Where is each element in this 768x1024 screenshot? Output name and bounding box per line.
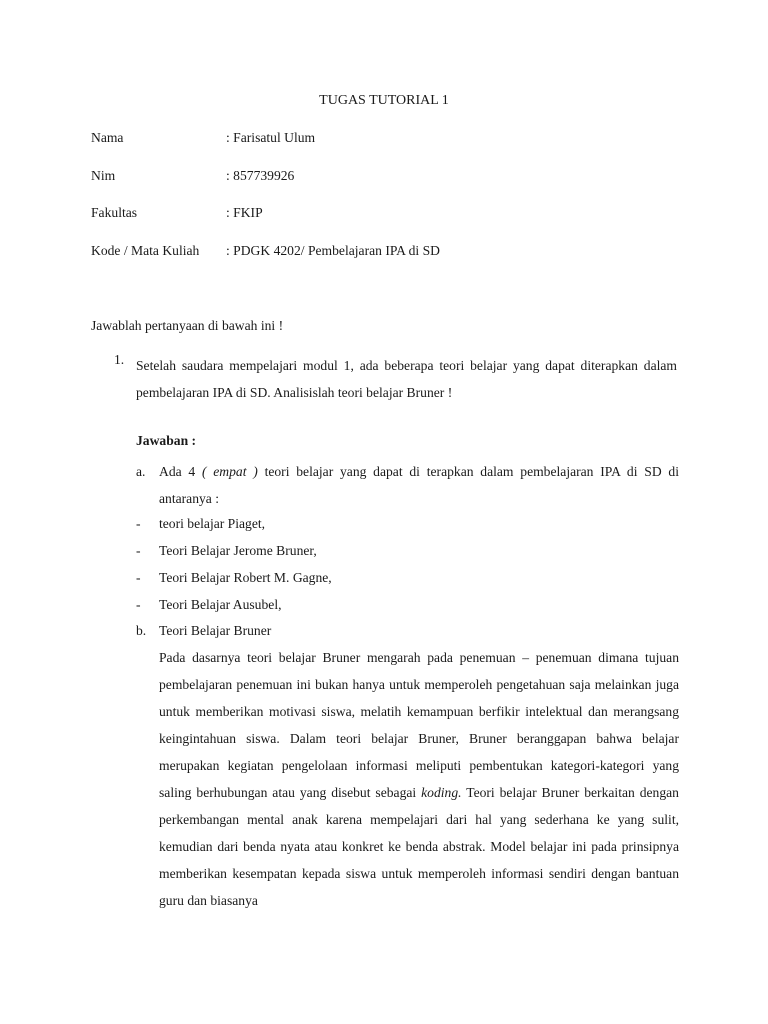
list-marker: b. — [136, 623, 147, 638]
list-item-text: teori belajar Piaget, — [159, 516, 266, 531]
paragraph-part2: Teori belajar Bruner berkaitan dengan perkembangan mental anak karena mempelajari dari hal yang sederhana ke yang sulit, kemudian dari benda nyata atau konkret ke benda abstrak. Model belajar ini pada prinsipnya memberikan kesempatan kepada siswa untuk memperoleh informasi sendiri dengan bantuan guru dan biasanya — [159, 785, 679, 908]
instruction-text: Jawablah pertanyaan di bawah ini ! — [91, 318, 284, 333]
info-label: Kode / Mata Kuliah — [91, 243, 200, 258]
answer-a-part1: Ada 4 — [159, 464, 202, 479]
answer-b-text: Teori Belajar Bruner — [159, 623, 272, 638]
answer-a-italic: ( empat ) — [201, 464, 258, 479]
list-marker: - — [136, 543, 141, 558]
question-text: Setelah saudara mempelajari modul 1, ada beberapa teori belajar yang dapat diterapkan dalam pembelajaran IPA di SD. Analisislah teori belajar Bruner ! — [136, 358, 677, 400]
list-marker: - — [136, 570, 141, 585]
info-label: Fakultas — [91, 205, 138, 220]
answer-a-text — [159, 458, 679, 512]
list-marker: a. — [136, 464, 146, 479]
answer-a-part2: teori belajar yang dapat di terapkan dalam pembelajaran IPA di SD di antaranya : — [159, 464, 679, 506]
list-item-text: Teori Belajar Jerome Bruner, — [159, 543, 317, 558]
list-marker: - — [136, 597, 141, 612]
paragraph-part1: Pada dasarnya teori belajar Bruner mengarah pada penemuan – penemuan dimana tujuan pembelajaran penemuan ini bukan hanya untuk memperoleh pengetahuan saja melainkan juga untuk memberikan motivasi siswa, melatih kemampuan berfikir intelektual dan merangsang keingintahuan siswa. Dalam teori belajar Bruner, Bruner beranggapan bahwa belajar merupakan kegiatan pengelolaan informasi meliputi pembentukan kategori-kategori yang saling berhubungan atau yang disebut sebagai — [159, 650, 679, 800]
list-item-text: Teori Belajar Ausubel, — [159, 597, 282, 612]
info-label: Nim — [91, 168, 116, 183]
info-value: : 857739926 — [226, 168, 295, 183]
info-label: Nama — [91, 130, 124, 145]
list-item-text: Teori Belajar Robert M. Gagne, — [159, 570, 332, 585]
document-title: TUGAS TUTORIAL 1 — [319, 93, 449, 108]
list-marker: - — [136, 516, 141, 531]
info-value: : PDGK 4202/ Pembelajaran IPA di SD — [226, 243, 440, 258]
answer-heading: Jawaban : — [136, 433, 197, 448]
question-number: 1. — [114, 352, 125, 367]
info-value: : Farisatul Ulum — [226, 130, 316, 145]
paragraph-italic: koding. — [421, 785, 462, 800]
info-value: : FKIP — [226, 205, 263, 220]
body-paragraph — [159, 644, 679, 914]
